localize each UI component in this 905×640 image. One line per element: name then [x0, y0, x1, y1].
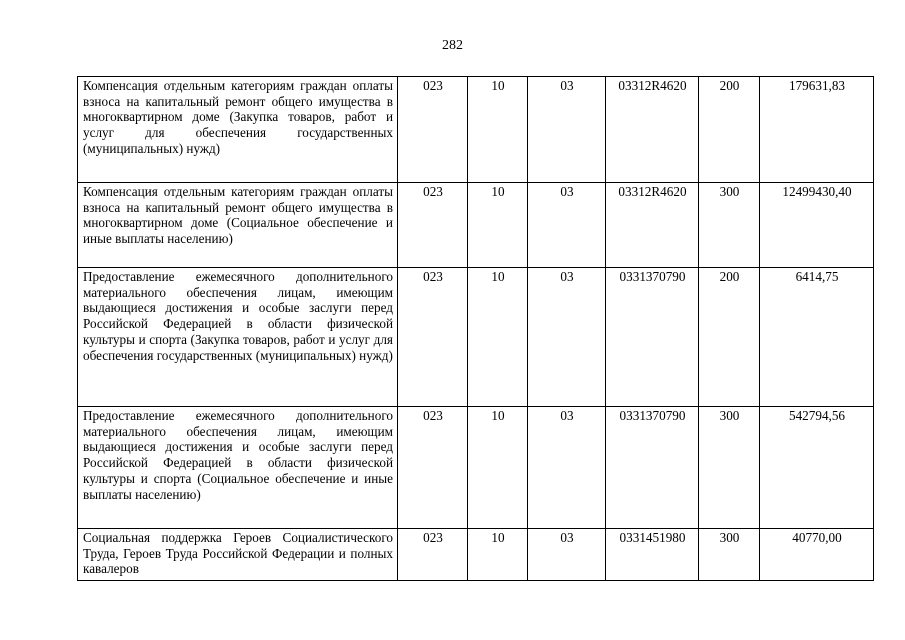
target-article-code: 03312R4620	[606, 77, 699, 183]
table-row	[78, 77, 874, 183]
amount: 179631,83	[760, 77, 874, 183]
expense-type-code: 300	[699, 183, 760, 268]
table-row	[78, 529, 874, 581]
section-code: 10	[468, 407, 528, 529]
row-description: Предоставление ежемесячного дополнительного материального обеспечения лицам, имеющим выдающиеся достижения и особые заслуги перед Российской Федерацией в области физической культуры и спорта (Социальное обеспечение и иные выплаты населению)	[78, 407, 398, 529]
budget-table	[77, 76, 874, 581]
section-code: 10	[468, 77, 528, 183]
expense-type-code: 300	[699, 407, 760, 529]
expense-type-code: 300	[699, 529, 760, 581]
row-description: Компенсация отдельным категориям граждан оплаты взноса на капитальный ремонт общего имущества в многоквартирном доме (Закупка товаров, работ и услуг для обеспечения государственных (муниципальных) нужд)	[78, 77, 398, 183]
expense-type-code: 200	[699, 268, 760, 407]
subsection-code: 03	[528, 529, 606, 581]
row-description: Компенсация отдельным категориям граждан оплаты взноса на капитальный ремонт общего имущества в многоквартирном доме (Социальное обеспечение и иные выплаты населению)	[78, 183, 398, 268]
section-code: 10	[468, 529, 528, 581]
target-article-code: 0331370790	[606, 268, 699, 407]
expense-type-code: 200	[699, 77, 760, 183]
ministry-code: 023	[398, 268, 468, 407]
subsection-code: 03	[528, 183, 606, 268]
row-description: Социальная поддержка Героев Социалистического Труда, Героев Труда Российской Федерации и полных кавалеров	[78, 529, 398, 581]
target-article-code: 0331451980	[606, 529, 699, 581]
amount: 6414,75	[760, 268, 874, 407]
subsection-code: 03	[528, 77, 606, 183]
amount: 40770,00	[760, 529, 874, 581]
target-article-code: 03312R4620	[606, 183, 699, 268]
row-description: Предоставление ежемесячного дополнительного материального обеспечения лицам, имеющим выдающиеся достижения и особые заслуги перед Российской Федерацией в области физической культуры и спорта (Закупка товаров, работ и услуг для обеспечения государственных (муниципальных) нужд)	[78, 268, 398, 407]
subsection-code: 03	[528, 407, 606, 529]
table-row	[78, 183, 874, 268]
subsection-code: 03	[528, 268, 606, 407]
amount: 542794,56	[760, 407, 874, 529]
ministry-code: 023	[398, 77, 468, 183]
page-number: 282	[442, 38, 463, 53]
section-code: 10	[468, 183, 528, 268]
table-row	[78, 407, 874, 529]
target-article-code: 0331370790	[606, 407, 699, 529]
amount: 12499430,40	[760, 183, 874, 268]
ministry-code: 023	[398, 529, 468, 581]
table-row	[78, 268, 874, 407]
section-code: 10	[468, 268, 528, 407]
ministry-code: 023	[398, 407, 468, 529]
ministry-code: 023	[398, 183, 468, 268]
